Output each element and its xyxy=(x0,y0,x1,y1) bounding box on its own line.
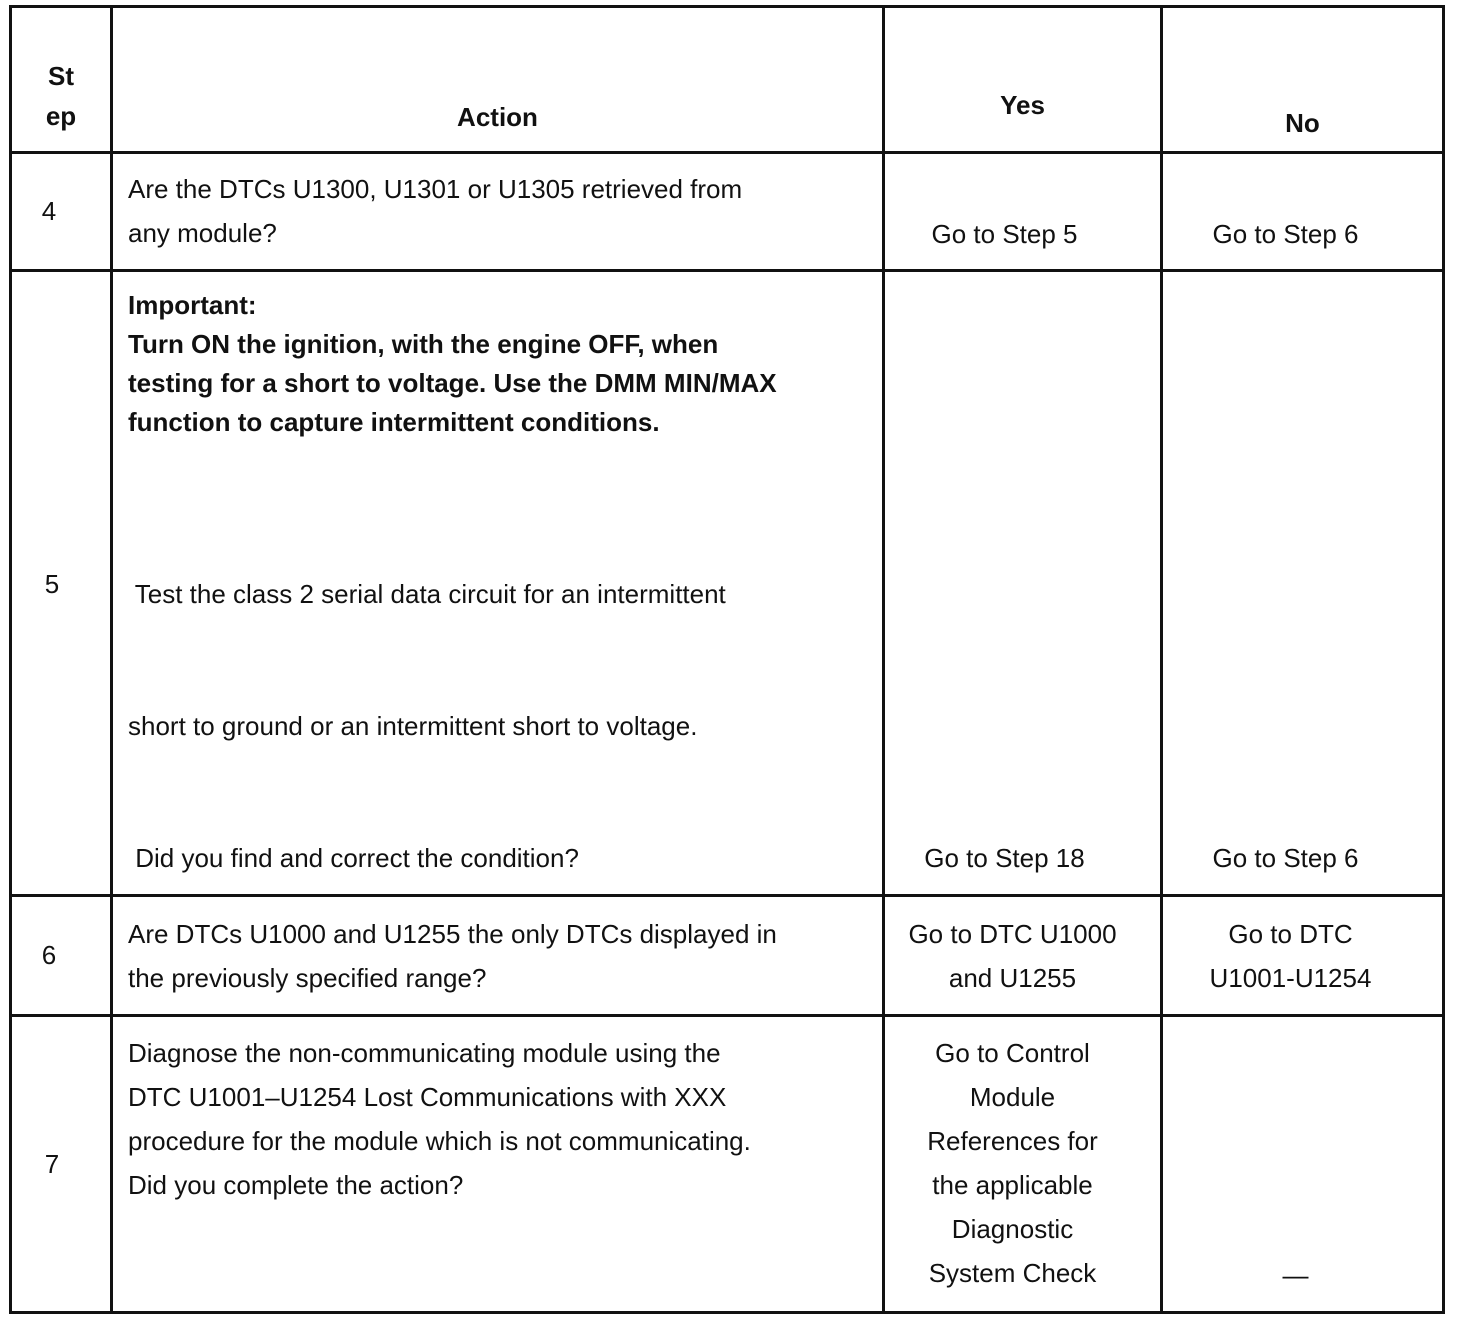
important-note xyxy=(128,286,777,442)
yes-line: Go to DTC U1000 xyxy=(908,919,1117,949)
action-line: procedure for the module which is not communicating. xyxy=(128,1126,751,1156)
no-result: Go to Step 6 xyxy=(1212,843,1359,873)
action-line: the previously specified range? xyxy=(128,963,487,993)
no-result: Go to Step 6 xyxy=(1212,219,1359,249)
step-number: 7 xyxy=(44,1149,60,1179)
header-no: No xyxy=(1285,108,1320,138)
action-text xyxy=(128,1031,751,1207)
step-number: 5 xyxy=(44,569,60,599)
action-line: Diagnose the non-communicating module using the xyxy=(128,1038,721,1068)
header-step-line2: ep xyxy=(45,101,77,131)
yes-result xyxy=(885,912,1140,1000)
action-line: short to ground or an intermittent short to voltage. xyxy=(128,711,698,741)
header-step xyxy=(12,56,110,136)
yes-line: the applicable xyxy=(932,1170,1093,1200)
important-line: testing for a short to voltage. Use the DMM MIN/MAX xyxy=(128,368,777,398)
action-question: Did you find and correct the condition? xyxy=(128,843,579,873)
row-divider-5 xyxy=(9,894,1445,897)
header-action: Action xyxy=(457,102,538,132)
yes-result: Go to Step 5 xyxy=(931,219,1078,249)
row-divider-header xyxy=(9,151,1445,154)
yes-result xyxy=(885,1031,1140,1295)
column-divider-step xyxy=(110,5,113,1314)
action-text xyxy=(128,912,777,1000)
yes-line: References for xyxy=(927,1126,1098,1156)
important-line: function to capture intermittent conditions. xyxy=(128,407,660,437)
table-border-bottom xyxy=(9,1311,1445,1314)
step-number: 6 xyxy=(41,940,57,970)
no-result xyxy=(1163,912,1418,1000)
row-divider-4 xyxy=(9,269,1445,272)
yes-result: Go to Step 18 xyxy=(924,843,1085,873)
yes-line: and U1255 xyxy=(948,963,1077,993)
yes-line: Go to Control xyxy=(935,1038,1090,1068)
column-divider-yes xyxy=(1160,5,1163,1314)
header-step-line1: St xyxy=(48,61,74,91)
table-border-top xyxy=(9,5,1445,8)
no-result: — xyxy=(1282,1260,1309,1290)
action-line: any module? xyxy=(128,218,277,248)
header-yes: Yes xyxy=(1000,90,1045,120)
table-border-right xyxy=(1442,5,1445,1314)
yes-line: Module xyxy=(969,1082,1056,1112)
step-number: 4 xyxy=(41,196,57,226)
action-text xyxy=(128,167,742,255)
row-divider-6 xyxy=(9,1014,1445,1017)
action-line: Are the DTCs U1300, U1301 or U1305 retrieved from xyxy=(128,174,743,204)
important-line: Turn ON the ignition, with the engine OFF, when xyxy=(128,329,719,359)
important-label: Important: xyxy=(128,290,257,320)
action-text xyxy=(128,484,726,792)
yes-line: Diagnostic xyxy=(951,1214,1074,1244)
action-line: Test the class 2 serial data circuit for an intermittent xyxy=(128,579,726,609)
no-line: Go to DTC xyxy=(1228,919,1353,949)
action-line: DTC U1001–U1254 Lost Communications with XXX xyxy=(128,1082,727,1112)
no-line: U1001-U1254 xyxy=(1209,963,1372,993)
action-line: Are DTCs U1000 and U1255 the only DTCs displayed in xyxy=(128,919,777,949)
yes-line: System Check xyxy=(928,1258,1097,1288)
action-line: Did you complete the action? xyxy=(128,1170,464,1200)
